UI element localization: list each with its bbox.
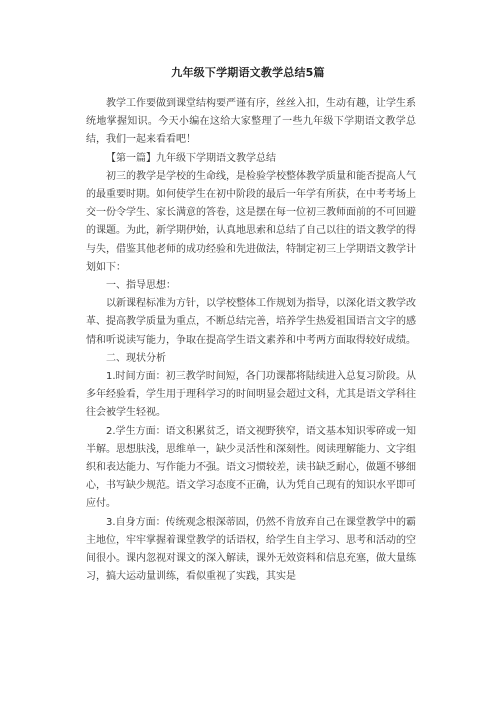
document-body <box>86 95 416 586</box>
time-aspect-paragraph: 1.时间方面：初三教学时间短，各门功课都将陆续进入总复习阶段。从多年经验看，学生用于理科学习的时间明显会超过文科，尤其是语文学科往往会被学生轻视。 <box>86 371 416 419</box>
document-title: 九年级下学期语文教学总结5篇 <box>171 66 325 79</box>
intro-paragraph: 教学工作要做到课堂结构要严谨有序，丝丝入扣，生动有趣，让学生系统地掌握知识。今天小编在这给大家整理了一些九年级下学期语文教学总结，我们一起来看看吧！ <box>86 98 416 146</box>
self-aspect-paragraph: 3.自身方面：传统观念根深蒂固，仍然不肯放弃自己在课堂教学中的霸主地位，牢牢掌握着课堂教学的话语权，给学生自主学习、思考和活动的空间很小。课内忽视对课文的深入解读，课外无效资料和信息充塞，做大量练习，搞大运动量训练，看似重视了实践，其实是 <box>86 516 416 583</box>
student-aspect-paragraph: 2.学生方面：语文积累贫乏，语文视野狭窄，语文基本知识零碎或一知半解。思想肤浅，思维单一，缺少灵活性和深刻性。阅读理解能力、文字组织和表达能力、写作能力不强。语文习惯较差，读书缺乏耐心，做题不够细心，书写缺少规范。语文学习态度不正确，认为凭自己现有的知识水平即可应付。 <box>86 425 416 510</box>
section-heading-first-article: 【第一篇】九年级下学期语文教学总结 <box>106 152 276 164</box>
section-heading-status-analysis: 二、现状分析 <box>106 352 166 364</box>
guiding-ideology-paragraph: 以新课程标准为方针，以学校整体工作规划为指导，以深化语文教学改革、提高教学质量为重点，不断总结完善，培养学生热爱祖国语言文字的感情和听说读写能力，争取在提高学生语文素养和中考两方面取得较好成绩。 <box>86 298 416 346</box>
opening-paragraph: 初三的教学是学校的生命线，是检验学校整体教学质量和能否提高人气的最重要时期。如何使学生在初中阶段的最后一年学有所获，在中考考场上交一份令学生、家长满意的答卷，这是摆在每一位初三教师面前的不可回避的课题。为此，新学期伊始，认真地思索和总结了自己以往的语文教学的得与失，借鉴其他老师的成功经验和先进做法，特制定初三上学期语文教学计划如下： <box>86 170 416 273</box>
section-heading-guiding-ideology: 一、指导思想： <box>106 280 176 292</box>
